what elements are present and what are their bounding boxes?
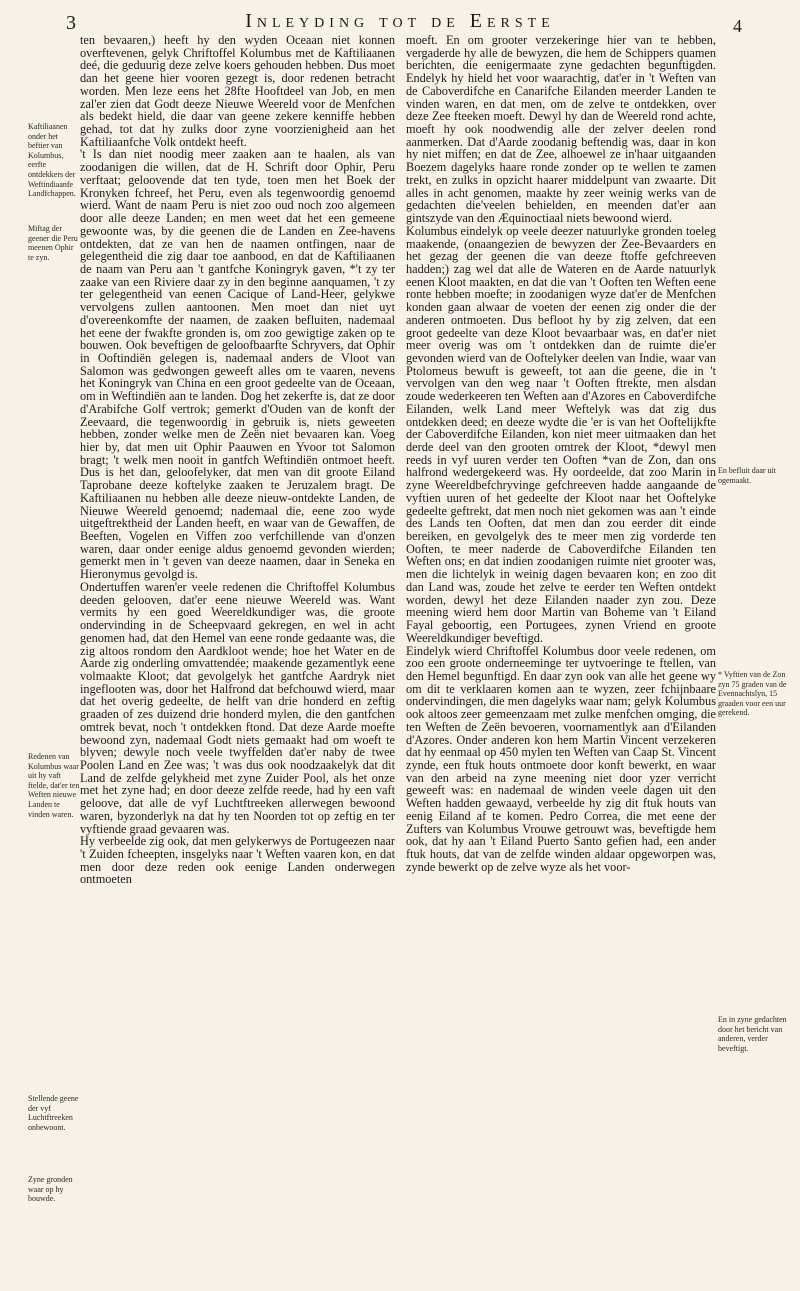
page-number-left: 3	[66, 12, 76, 34]
margin-note-left: Miftag der geener die Peru meenen Ophir te zyn.	[28, 224, 78, 262]
margin-note-left: Redenen van Kolumbus waar uit hy vaft ftelde, dat'er ten Weften nieuwe Landen te vinden waren.	[28, 752, 80, 819]
left-text-column	[80, 34, 395, 886]
page-number-right: 4	[733, 16, 742, 36]
running-title: Inleyding tot de Eerste	[245, 10, 555, 32]
margin-note-left: Zyne gronden waar op hy bouwde.	[28, 1175, 73, 1204]
paragraph: 't Is dan niet noodig meer zaaken aan te haalen, als van zoodanigen die willen, dat de H. Schrift door Ophir, Peru verftaat; geloovende dat ten tyde, toen men het Boek der Kronyken fchreef, het Peru, even als tegenwoordig genoemd wierd. Want de naam Peru is niet zoo oud noch zoo algemeen door alle deeze Landen; en men weet dat het een gemeene gewoonte was, by die geenen die de Landen en Zee-havens ontdekten, dat ze van hen de naamen ontfingen, naar de gelegentheid die zig daar toe aanbood, en dat de Kaftiliaanen de naam van Peru aan 't gantfche Koningryk gaven, *'t zy ter zaake van een Riviere daar zy in den beginne aanquamen, 't zy ter gelegentheid van eenen Cacique of Land-Heer, gelykwe vervolgens zullen aantoonen. Men moet dan niet uyt d'overeenkomfte der naamen, de zaaken befluiten, nademaal het eene der fwakfte gronden is, om zoo gewigtige zaken op te bouwen. Ook beveftigen de geloofbaarfte Schryvers, dat Ophir in Ooftindiën gelegen is, nademaal anders de Vloot van Salomon was gedwongen geweeft alles om te vaaren, nevens het Koningryk van China en een groot gedeelte van de Oceaan, om in Weftindiën aan te landen. Dog het zekerfte is, dat ze door d'Arabifche Golf vertrok; gemerkt d'Ouden van de konft der Zeevaard, die tegenwoordig in gebruik is, niets geweeten hebben, zonder welke men de Zeën niet bevaaren kan. Voeg hier by, dat men uit Ophir Paauwen en Yvoor tot Salomon bragt; 't welk men nooit in gantfch Weftindiën ontmoet heeft. Dus is het dan, geloofelyker, dat men van dit groote Eiland Taprobane deeze koftelyke zaaken te Jeruzalem bragt. De Kaftiliaanen nu hebben alle deeze nieuw-ontdekte Landen, de Nieuwe Weereld genoemd; nademaal die, eene zoo wyde uitgeftrektheid der Landen heeft, en waar van de Gewaffen, de Beeften, Vogelen en Viffen zoo verfchillende van d'onzen waren, daar onder eenige aldus genoemd gevonden wierden; gemerkt men in 't geven van deeze naamen, daar in Seneka en Hieronymus gevolgd is.	[80, 147, 395, 582]
page-header	[0, 6, 800, 36]
margin-note-right: En befluit daar uit ogemaakt.	[718, 466, 776, 485]
paragraph: Ondertuffen waren'er veele redenen die Chriftoffel Kolumbus deeden gelooven, dat'er eene nieuwe Weereld was. Want vermits hy een goed Weereldkundiger was, die groote ondervinding in de Scheepvaard gekregen, en wel in acht genomen had, dat den Hemel van eene ronde gedaante was, die zig altoos rondom den Aardkloot wende; hoe het Water en de Aarde zig onderling omvattendée; maakende gezamentlyk eene volmaakte Kloot; dat gevolgelyk het gantfche Aardryk niet ingeflooten was, door het Halfrond dat befchouwd wierd, maar dat het overig gedeelte, de helft van drie honderd en zeftig graaden of zes duizend drie honderd mylen, die den gantfchen omtrek bevat, noch 't ontdekken ftond. Dat deze Aarde moefte bewoond zyn, nademaal Godt niets gemaakt had om woeft te blyven; dewyle noch veele twyffelden dat'er naby de twee Poolen Land en Zee was; 't was dus ook noodzaakelyk dat dit Land de zelfde gelykheid met zyne Zuider Pool, als het onze met het zyne had; en door deeze zelfde reede, had hy een vaft geloove, dat alle de vyf Luchtftreeken allerwegen bewoond waren, byzonderlyk na dat hy ten Noorden tot op zeftig en ter vyftiende graad gevaaren was.	[80, 579, 395, 836]
paragraph: Hy verbeelde zig ook, dat men gelykerwys de Portugeezen naar 't Zuiden fcheepten, insgelyks naar 't Weften vaaren kon, en dat men door deze reden ook eenige Landen onderwegen ontmoeten	[80, 834, 395, 887]
margin-note-left: Stellende geene der vyf Luchtftreeken onbewoont.	[28, 1094, 79, 1132]
paragraph: Kolumbus eindelyk op veele deezer natuurlyke gronden toeleg maakende, (onaangezien de bewyzen der Zee-Bevaarders en het gezag der geenen die van deeze ftoffe gefchreeven hadden;) zag wel dat alle de Wateren en de Aarde natuurlyk eenen Kloot maakten, en dat die van 't Ooften ten Weften eene ronte hebben moefte; in zoodanigen wyze dat'er de Menfchen konden gaan alwaar de voeten der eenen zig onder die der anderen ontmoeten. Dus befloot hy by zig zelven, dat een groot gedeelte van deze Kloot bevaarbaar was, en dat'er niet meer overig was om 't ontdekken dan de ruimte die'er gevonden wierd van de Ooftelyker deelen van Indie, waar van Ptolomeus bewuft is geweeft, tot aan die geene, die in 't vervolgen van den weg naar 't Ooften ftrekte, men alsdan zoude wederkeeren ten Weften aan d'Azores en Caboverdifche Eilanden, welk Land meer Weftelyk was dat zig dus ontdekken deed; en deeze wydte die 'er is van het Ooftelijkfte der Caboverdifche Eilanden, kon niet meer uitmaaken dan het derde deel van den grooten omtrek der Kloot, *dewyl men reeds in vyf uuren verder ten Ooften *van de Zon, dan ons halfrond wedergekeerd was. Hy oordeelde, dat zoo Marin in zyne Weereldbefchryvinge gefchreeven hadde aangaande de vyftien uuren of het gedeelte der Kloot naar het Ooftelyke gedeelte geftrekt, dat men noch niet gekomen was aan 't einde des Lands ten Ooften, dat men dan zou eerder dit einde bereiken, en gevolgelyk des te meer men zig vorderde ten Ooften, te meer naderde de Caboverdifche Eilanden ten Weften ons; en dat indien zoodanigen ruimte niet grooter was, men die lichtelyk in weinig dagen bevaaren kon; en zoo dit dan Land was, zoude het zelve te eerder ten Weften ontdekt worden, dewyl het deze Eilanden naader zyn zou. Deze meening wierd hem door Martin van Boheme van 't Eiland Fayal geboortig, een Portugees, zynen Vriend en groote Weereldkundiger beveftigd.	[406, 223, 716, 645]
paragraph: moeft. En om grooter verzekeringe hier van te hebben, vergaderde hy alle de bewyzen, die hem de Schippers quamen berichten, die eenigermaate zyne gedachten begunftigden. Endelyk hy hield het voor waarachtig, dat'er in 't Weften van de Caboverdifche en Canarifche Eilanden meerder Landen te vinden waren, en dat men, om de zelve te ontdekken, over deze Zee fteeken moeft. Dewyl hy dan de Weereld rond achte, moeft hy ook noodwendig alle der zelver deelen rond aanmerken. Dat d'Aarde zoodanig beftendig was, daar in kon hy niet miffen; en dat de Zee, alhoewel ze in'haar uitgaanden Boezem dagelyks haare ronde zonder op te wellen te zamen trekt, en zulks in opzicht haarer middelpunt van zwaarte. Dit alles in acht genomen, maakte hy zeer weinig werks van de gedachten die'veelen behielden, en meenden dat'er aan gintszyde van den Æquinoctiaal niets bewoond wierd.	[406, 33, 716, 226]
margin-note-left: Kaftiliaanen onder het beftier van Kolumbus, eerfte ontdekkers der Weftindiaanfe Landfchappen.	[28, 122, 76, 199]
paragraph: Eindelyk wierd Chriftoffel Kolumbus door veele redenen, om zoo een groote onderneeminge ter uytvoeringe te ftellen, van den Hemel begunftigd. En daar zyn ook van alle het geene wy om dit te verklaaren komen aan te wyzen, zeer fchijnbaare ondervindingen, die men dagelyks waar nam; gelyk Kolumbus ook altoos zeer gemeenzaam met zulke menfchen omging, die ten Weften de Zeën bevoeren, voornamentlyk aan d'Eilanden d'Azores. Onder anderen kon hem Martin Vincent verzekeren dat hy eenmaal op 450 mylen ten Weften van Caap St. Vincent zynde, een ftuk houts ontmoete door konft bewerkt, en waar van den arbeid na zyne meening niet door yzer verricht geweeft was: en nademaal de winden veele dagen uit den Weften hadden gewaayd, verbeelde hy zig dit ftuk houts van eenig Eiland af te komen. Pedro Correa, die met eene der Zufters van Kolumbus Vrouwe getrouwt was, beveftigde hem ook, dat hy aan 't Eiland Puerto Santo gefien had, een ander ftuk houts, dat van de zelfde winden aldaar opgeworpen was, zynde bewerkt op de zelve wyze als het voor-	[406, 643, 716, 874]
paragraph: ten bevaaren,) heeft hy den wyden Oceaan niet konnen overftevenen, gelyk Chriftoffel Kolumbus met de Kaftiliaanen deé, die geduurig deze zelve koers gehouden hebben. Dus moet dan het geene hier vooren gezegt is, door redenen betracht worden. Men leze eens het 28fte Hooftdeel van Job, en men zal'er zien dat Godt deeze Nieuwe Weereld voor de Menfchen als bedekt hield, die daar van geene zekere kenniffe hebben gehad, tot dat hy zulks door zyne voorzienigheid aan het Kaftiliaanfche Volk ontdekt heeft.	[80, 33, 395, 149]
right-text-column	[406, 34, 716, 873]
margin-note-right: En in zyne gedachten door het bericht van anderen, verder beveftigt.	[718, 1015, 787, 1053]
margin-note-right: * Vyftien van de Zon zyn 75 graden van de Evennachtslyn, 15 graaden voor een uur gerekend.	[718, 670, 787, 718]
